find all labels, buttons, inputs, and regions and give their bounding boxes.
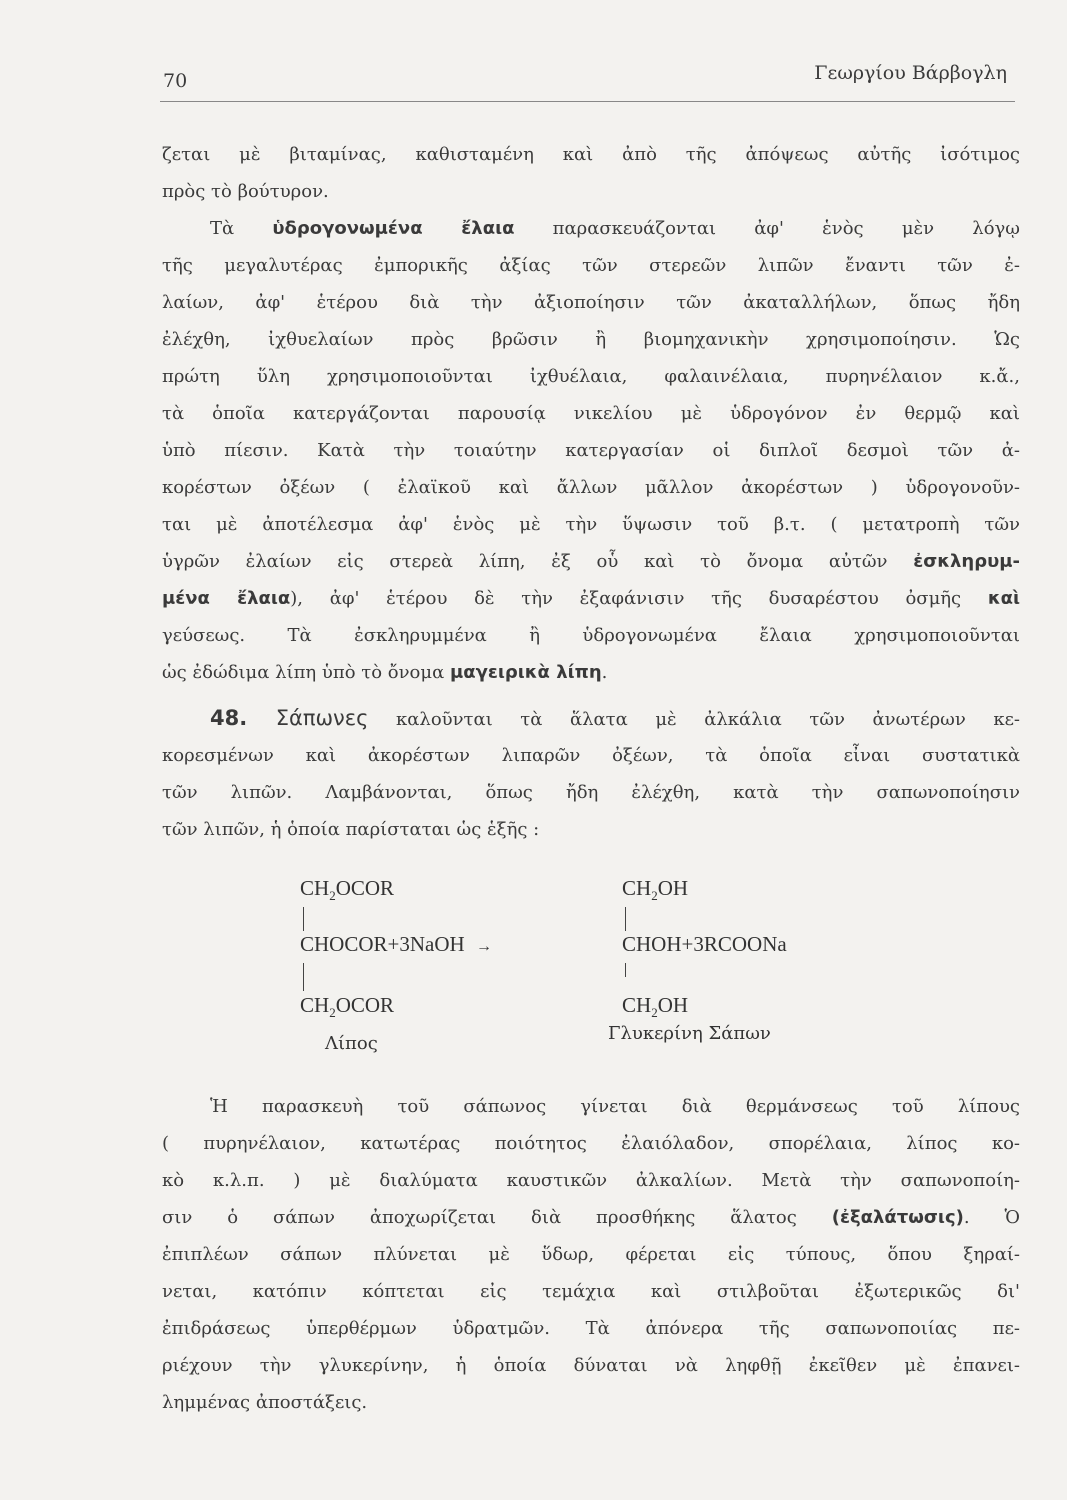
text-line: λαίων, ἀφ' ἑτέρου διὰ τὴν ἀξιοποίησιν τῶν ἀκαταλλήλων, ὅπως ἤδη xyxy=(162,292,1020,313)
section-heading: 48. Σάπωνες xyxy=(210,706,369,730)
formula-right-middle: CHOH+3RCOONa xyxy=(622,932,787,956)
label-fat: Λίπος xyxy=(325,1033,378,1054)
page-number: 70 xyxy=(163,70,188,92)
formula-right-bottom: $CH_2OH$ xyxy=(622,993,689,1021)
label-glycerin-soap: Γλυκερίνη Σάπων xyxy=(608,1023,771,1044)
text-line: λημμένας ἀποστάξεις. xyxy=(162,1392,368,1413)
text-line: ὑγρῶν ἐλαίων εἰς στερεὰ λίπη, ἐξ οὗ καὶ τὸ ὄνομα αὐτῶν ἐσκληρυμ- xyxy=(162,551,1020,572)
text-line: ται μὲ ἀποτέλεσμα ἀφ' ἑνὸς μὲ τὴν ὕψωσιν τοῦ β.τ. ( μετατροπὴ τῶν xyxy=(162,514,1020,535)
formula-left-bottom: $CH_2OCOR$ xyxy=(300,993,395,1021)
text-line: ὑπὸ πίεσιν. Κατὰ τὴν τοιαύτην κατεργασίαν οἱ διπλοῖ δεσμοὶ τῶν ἀ- xyxy=(162,440,1020,461)
bold-term: ὑδρογονωμένα ἔλαια xyxy=(272,218,515,239)
paragraph-soap-preparation xyxy=(162,1088,1020,1421)
text-line: τῶν λιπῶν. Λαμβάνονται, ὅπως ἤδη ἐλέχθη, κατὰ τὴν σαπωνοποίησιν xyxy=(162,782,1020,803)
bold-term: μαγειρικὰ λίπη xyxy=(449,662,602,683)
text-line: μένα ἔλαια), ἀφ' ἑτέρου δὲ τὴν ἐξαφάνισιν τῆς δυσαρέστου ὀσμῆς καὶ xyxy=(162,588,1020,609)
text-line: Τὰ ὑδρογονωμένα ἔλαια παρασκευάζονται ἀφ' ἑνὸς μὲν λόγῳ xyxy=(210,218,1020,239)
text-line: τὰ ὁποῖα κατεργάζονται παρουσίᾳ νικελίου μὲ ὑδρογόνον ἐν θερμῷ καὶ xyxy=(162,403,1020,424)
formula-left-middle: CHOCOR+3NaOH → xyxy=(300,932,498,957)
paragraph-hydrogenated-oils xyxy=(162,210,1020,691)
text-line: πρώτη ὕλη χρησιμοποιοῦνται ἰχθυέλαια, φαλαινέλαια, πυρηνέλαιον κ.ἄ., xyxy=(162,366,1020,387)
bold-term: (ἐξαλάτωσις) xyxy=(831,1207,964,1228)
bond-line xyxy=(625,963,626,977)
text-line: κορεσμένων καὶ ἀκορέστων λιπαρῶν ὀξέων, τὰ ὁποῖα εἶναι συστατικὰ xyxy=(162,745,1020,766)
text-line: ἐπιπλέων σάπων πλύνεται μὲ ὕδωρ, φέρεται εἰς τύπους, ὅπου ξηραί- xyxy=(162,1244,1020,1265)
text-line: τῶν λιπῶν, ἡ ὁποία παρίσταται ὡς ἑξῆς : xyxy=(162,819,540,840)
text-line: πρὸς τὸ βούτυρον. xyxy=(162,181,329,202)
text-line: νεται, κατόπιν κόπτεται εἰς τεμάχια καὶ στιλβοῦται ἐξωτερικῶς δι' xyxy=(162,1281,1020,1302)
reaction-arrow: → xyxy=(475,938,492,955)
text-line: κὸ κ.λ.π. ) μὲ διαλύματα καυστικῶν ἀλκαλίων. Μετὰ τὴν σαπωνοποίη- xyxy=(162,1170,1020,1191)
text-line: ἐπιδράσεως ὑπερθέρμων ὑδρατμῶν. Τὰ ἀπόνερα τῆς σαπωνοποιίας πε- xyxy=(162,1318,1020,1339)
text-line: 48. Σάπωνες καλοῦνται τὰ ἅλατα μὲ ἀλκάλια τῶν ἀνωτέρων κε- xyxy=(210,706,1020,730)
text-line: ( πυρηνέλαιον, κατωτέρας ποιότητος ἐλαιόλαδον, σπορέλαια, λίπος κο- xyxy=(162,1133,1020,1154)
running-header-author: Γεωργίου Βάρβογλη xyxy=(814,62,1007,84)
text-line: ὡς ἐδώδιμα λίπη ὑπὸ τὸ ὄνομα μαγειρικὰ λίπη. xyxy=(162,662,608,683)
header-rule xyxy=(160,101,1015,102)
bond-line xyxy=(303,963,304,991)
text-line: Ἡ παρασκευὴ τοῦ σάπωνος γίνεται διὰ θερμάνσεως τοῦ λίπους xyxy=(210,1096,1020,1117)
bold-term: ἐσκληρυμ- xyxy=(913,551,1020,572)
text-line: κορέστων ὀξέων ( ἐλαϊκοῦ καὶ ἄλλων μᾶλλον ἀκορέστων ) ὑδρογονοῦν- xyxy=(162,477,1020,498)
text-line: ριέχουν τὴν γλυκερίνην, ἡ ὁποία δύναται νὰ ληφθῇ ἐκεῖθεν μὲ ἐπανει- xyxy=(162,1355,1020,1376)
section-48-soaps xyxy=(162,700,1020,848)
text-line: ἐλέχθη, ἰχθυελαίων πρὸς βρῶσιν ἢ βιομηχανικὴν χρησιμοποίησιν. Ὡς xyxy=(162,329,1020,350)
bond-line xyxy=(303,907,304,931)
text-line: γεύσεως. Τὰ ἐσκληρυμμένα ἢ ὑδρογονωμένα ἔλαια χρησιμοποιοῦνται xyxy=(162,625,1020,646)
formula-left-top: $CH_2OCOR$ xyxy=(300,876,395,904)
paragraph-vitamins xyxy=(162,136,1020,210)
bond-line xyxy=(625,907,626,931)
text-line: ζεται μὲ βιταμίνας, καθισταμένη καὶ ἀπὸ τῆς ἀπόψεως αὐτῆς ἰσότιμος xyxy=(162,144,1020,165)
text-line: σιν ὁ σάπων ἀποχωρίζεται διὰ προσθήκης ἅλατος (ἐξαλάτωσις). Ὁ xyxy=(162,1207,1020,1228)
text-line: τῆς μεγαλυτέρας ἐμπορικῆς ἀξίας τῶν στερεῶν λιπῶν ἔναντι τῶν ἐ- xyxy=(162,255,1020,276)
bold-term: μένα ἔλαια xyxy=(162,588,291,609)
formula-right-top: $CH_2OH$ xyxy=(622,876,689,904)
